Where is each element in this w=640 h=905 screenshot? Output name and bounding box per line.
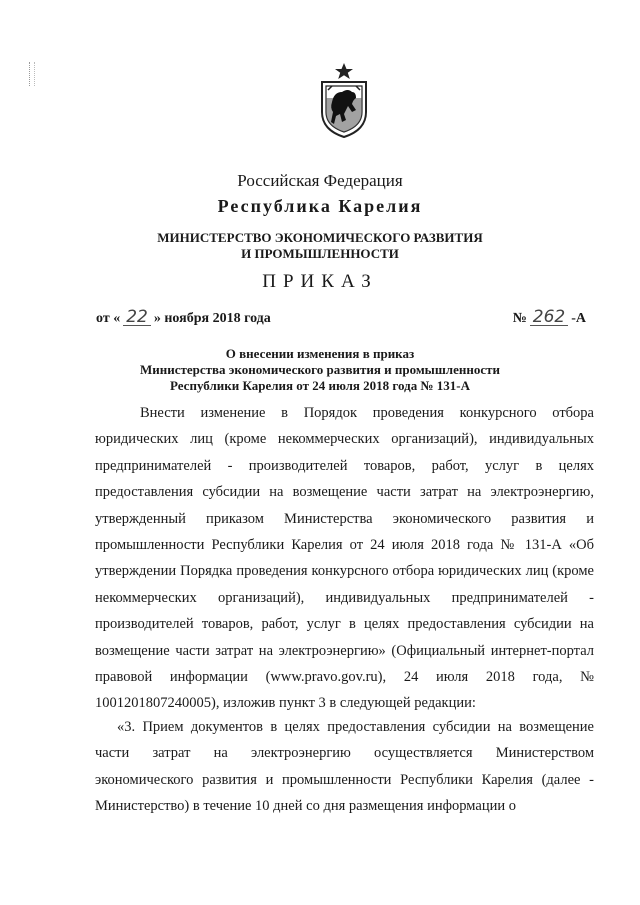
title-line-3: Республики Карелия от 24 июля 2018 года № 131-А — [169, 378, 470, 393]
title-line-2: Министерства экономического развития и промышленности — [139, 362, 501, 377]
paragraph-text: «3. Прием документов в целях предоставления субсидии на возмещение части затрат на электроэнергию осуществляется Министерством экономического развития и промышленности Республики Карелия (далее - Министерство) в течение 10 дней со дня размещения информации о — [95, 719, 594, 815]
body-paragraph-2 — [95, 714, 594, 820]
republic-heading: Республика Карелия — [217, 196, 423, 216]
ministry-line-1: МИНИСТЕРСТВО ЭКОНОМИЧЕСКОГО РАЗВИТИЯ — [157, 230, 483, 245]
order-number — [513, 309, 586, 327]
body-paragraph-1 — [95, 400, 594, 717]
date-prefix: от « — [96, 311, 121, 326]
ministry-line-2: И ПРОМЫШЛЕННОСТИ — [241, 246, 399, 261]
handwritten-day: 22 — [123, 309, 151, 326]
title-line-1: О внесении изменения в приказ — [225, 346, 415, 361]
order-date — [96, 309, 271, 327]
paragraph-text: Внести изменение в Порядок проведения конкурсного отбора юридических лиц (кроме некоммерческих организаций), индивидуальных предпринимателей - производителей товаров, работ, услуг в целях предоставления субсидии на возмещение части затрат на электроэнергию, утвержденный приказом Министерства экономического развития и промышленности Республики Карелия от 24 июля 2018 года № 131-А «Об утверждении Порядка проведения конкурсного отбора юридических лиц (кроме некоммерческих организаций), индивидуальных предпринимателей - производителей товаров, работ, услуг в целях предоставления субсидии на возмещение части затрат на электроэнергию» (Официальный интернет-портал правовой информации (www.pravo.gov.ru), 24 июля 2018 года, № 1001201807240005), изложив пункт 3 в следующей редакции: — [95, 405, 594, 712]
republic-emblem-icon — [316, 62, 372, 138]
ministry-heading — [0, 230, 640, 262]
handwritten-number: 262 — [530, 309, 568, 326]
number-prefix: № — [512, 311, 527, 326]
federation-heading: Российская Федерация — [237, 171, 403, 190]
order-title — [0, 346, 640, 394]
order-dateline — [96, 309, 586, 331]
date-suffix: » ноября 2018 года — [153, 311, 271, 326]
number-suffix: -А — [571, 311, 586, 326]
margin-scan-mark — [29, 62, 35, 86]
order-heading: ПРИКАЗ — [262, 271, 378, 292]
